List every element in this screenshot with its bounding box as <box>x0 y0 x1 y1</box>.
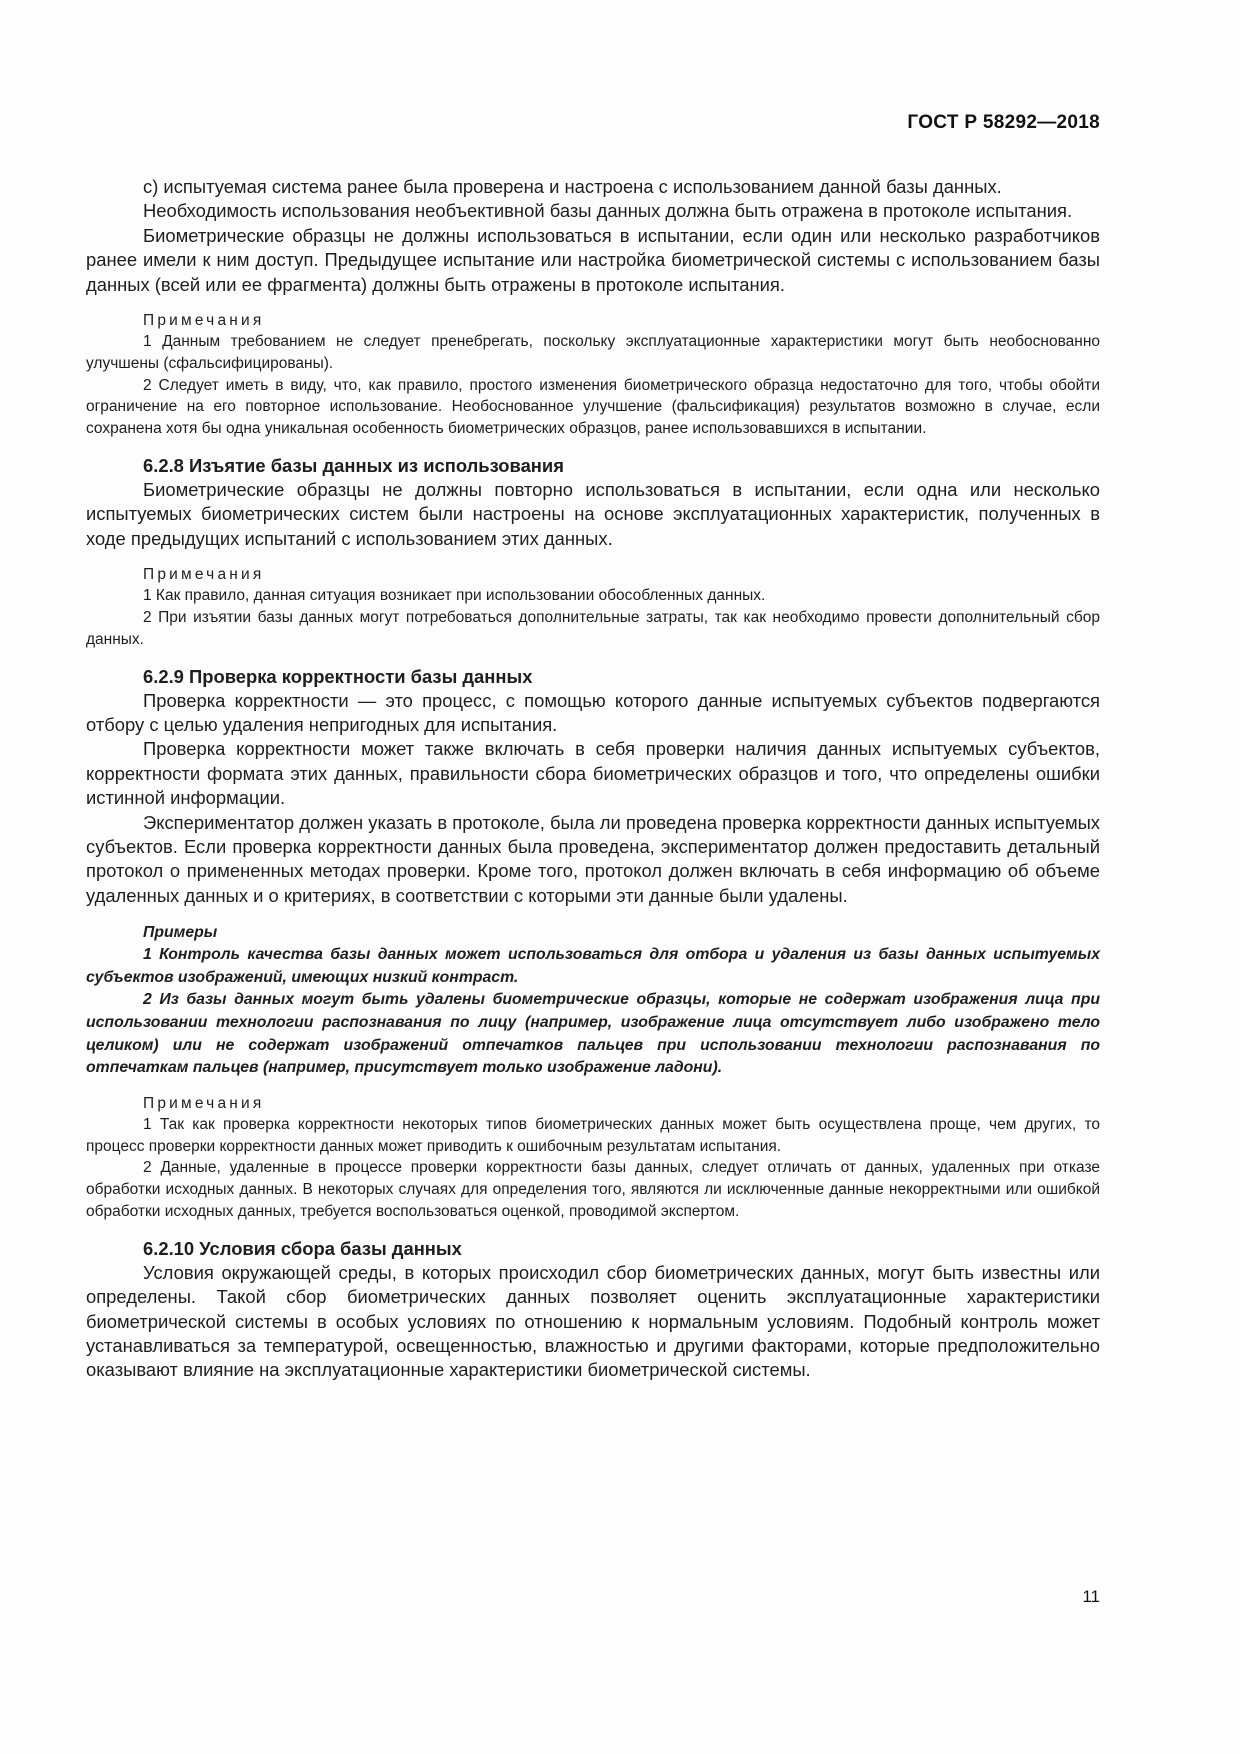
paragraph: Проверка корректности может также включать в себя проверки наличия данных испытуемых субъектов, корректности формата этих данных, правильности сбора биометрических образцов и того, что определены ошибки истинной информации. <box>86 738 1100 809</box>
example-item: 2 Из базы данных могут быть удалены биометрические образцы, которые не содержат изображения лица при использовании технологии распознавания по лицу (например, изображение лица отсутствует либо изображено тело целиком) или не содержат изображений отпечатков пальцев при использовании технологии распознавания по отпечаткам пальцев (например, присутствует только изображение ладони). <box>86 991 1100 1077</box>
paragraph: Необходимость использования необъективной базы данных должна быть отражена в протоколе испытания. <box>143 200 1073 222</box>
section-heading-6-2-8: 6.2.8 Изъятие базы данных из использования <box>143 455 564 477</box>
document-header: ГОСТ Р 58292—2018 <box>907 112 1100 133</box>
notes-label: Примечания <box>143 566 265 584</box>
section-heading-6-2-9: 6.2.9 Проверка корректности базы данных <box>143 665 533 687</box>
example-item: 1 Контроль качества базы данных может использоваться для отбора и удаления из базы данных испытуемых субъектов изображений, имеющих низкий контраст. <box>86 946 1100 986</box>
note-item: 1 Данным требованием не следует пренебрегать, поскольку эксплуатационные характеристики могут быть необоснованно улучшены (сфальсифицированы). <box>86 333 1100 372</box>
notes-label: Примечания <box>143 1094 265 1112</box>
page-content <box>86 175 1100 1383</box>
note-item: 2 При изъятии базы данных могут потребоваться дополнительные затраты, так как необходимо провести дополнительный сбор данных. <box>86 609 1100 648</box>
page-number: 11 <box>1082 1587 1100 1606</box>
note-item: 1 Как правило, данная ситуация возникает при использовании обособленных данных. <box>143 587 766 605</box>
note-item: 1 Так как проверка корректности некоторых типов биометрических данных может быть осуществлена проще, чем других, то процесс проверки корректности данных может приводить к ошибочным результатам испытания. <box>86 1115 1100 1155</box>
paragraph: Биометрические образцы не должны использоваться в испытании, если один или несколько разработчиков ранее имели к ним доступ. Предыдущее испытание или настройка биометрической системы с использованием базы данных (всей или ее фрагмента) должны быть отражены в протоколе испытания. <box>86 224 1100 295</box>
note-item: 2 Следует иметь в виду, что, как правило, простого изменения биометрического образца недостаточно для того, чтобы обойти ограничение на его повторное использование. Необоснованное улучшение (фальсификация) результатов возможно в случае, если сохранена хотя бы одна уникальная особенность биометрических образцов, ранее использовавшихся в испытании. <box>86 376 1100 438</box>
paragraph: Биометрические образцы не должны повторно использоваться в испытании, если одна или несколько испытуемых биометрических систем были настроены на основе эксплуатационных характеристик, полученных в ходе предыдущих испытаний с использованием этих данных. <box>86 479 1100 549</box>
paragraph: Условия окружающей среды, в которых происходил сбор биометрических данных, могут быть известны или определены. Такой сбор биометрических данных позволяет оценить эксплуатационные характеристики биометрической системы в особых условиях по отношению к нормальным условиям. Подобный контроль может устанавливаться за температурой, освещенностью, влажностью и другими факторами, которые предположительно оказывают влияние на эксплуатационные характеристики биометрической системы. <box>86 1261 1100 1381</box>
list-item-c: с) испытуемая система ранее была проверена и настроена с использованием данной базы данных. <box>143 176 1002 197</box>
note-item: 2 Данные, удаленные в процессе проверки корректности базы данных, следует отличать от данных, удаленных при отказе обработки исходных данных. В некоторых случаях для определения того, являются ли исключенные данные некорректными или ошибкой обработки исходных данных, требуется воспользоваться оценкой, проводимой экспертом. <box>86 1159 1100 1221</box>
examples-label: Примеры <box>143 924 218 942</box>
notes-label: Примечания <box>143 312 265 330</box>
paragraph: Проверка корректности — это процесс, с помощью которого данные испытуемых субъектов подвергаются отбору с целью удаления непригодных для испытания. <box>86 689 1100 736</box>
paragraph: Экспериментатор должен указать в протоколе, была ли проведена проверка корректности данных испытуемых субъектов. Если проверка корректности данных была проведена, экспериментатор должен предоставить детальный протокол о примененных методах проверки. Кроме того, протокол должен включать в себя информацию об объеме удаленных данных и о критериях, в соответствии с которыми эти данные были удалены. <box>86 811 1100 906</box>
section-heading-6-2-10: 6.2.10 Условия сбора базы данных <box>143 1237 462 1259</box>
